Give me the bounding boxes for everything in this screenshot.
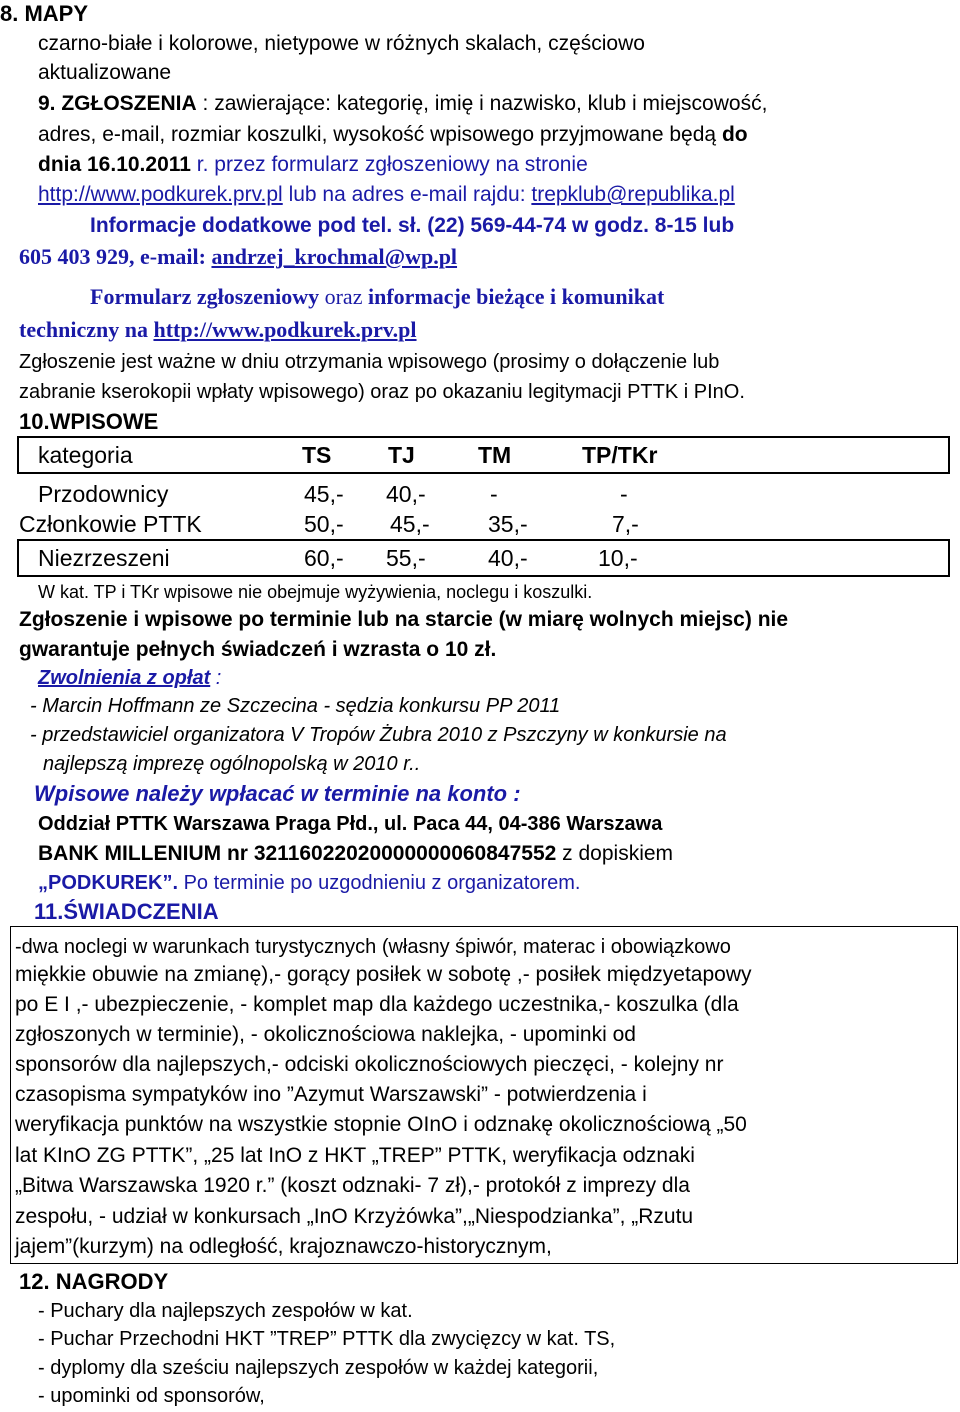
section-11-heading: 11.ŚWIADCZENIA [34,899,219,924]
benefits-line-10: zespołu, - udział w konkursach „InO Krzyżówka”,„Niespodzianka”, „Rzutu [15,1205,694,1228]
section-9-line-3 [38,151,588,179]
rally-email-link[interactable]: trepklub@republika.pl [531,183,735,206]
section-9-label: 9. ZGŁOSZENIA [38,92,197,115]
deadline-date: dnia 16.10.2011 [38,153,191,176]
bank-address: Oddział PTTK Warszawa Praga Płd., ul. Paca 44, 04-386 Warszawa [38,813,663,835]
fee-row-1-tj: 40,- [386,481,426,507]
fee-note: W kat. TP i TKr wpisowe nie obejmuje wyżywienia, noclegu i koszulki. [38,582,593,602]
late-fee-line-2: gwarantuje pełnych świadczeń i wzrasta o 10 zł. [19,638,497,661]
fee-row-1-ts: 45,- [304,481,344,507]
bank-reference-note: Po terminie po uzgodnieniu z organizatorem. [178,872,581,894]
section-9-line-1 [38,90,767,118]
section-9-tech-line [19,316,417,344]
benefits-line-9: „Bitwa Warszawska 1920 r.” (koszt odznaki- 7 zł),- protokół z imprezy dla [15,1174,690,1197]
section-9-line-3-text: r. przez formularz zgłoszeniowy na stronie [190,153,588,176]
fee-header-tptkr: TP/TKr [582,442,658,468]
award-4: - upominki od sponsorów, [38,1385,265,1407]
section-9-line-2 [38,121,748,149]
fee-row-2-tm: 35,- [488,511,528,537]
fee-row-3-tj: 55,- [386,545,426,571]
section-9-form-line [90,283,664,311]
benefits-line-11: jajem”(kurzym) na odległość, krajoznawczo-historycznym, [15,1235,552,1258]
tech-website-link[interactable]: http://www.podkurek.prv.pl [153,317,417,342]
section-9-validity-2: zabranie kserokopii wpłaty wpisowego) oraz po okazaniu legitymacji PTTK i PInO. [19,381,745,403]
benefits-line-1: -dwa noclegi w warunkach turystycznych (własny śpiwór, materac i obowiązkowo [15,936,731,958]
fee-row-3-tm: 40,- [488,545,528,571]
fee-header-tj: TJ [388,442,415,468]
section-9-validity-1: Zgłoszenie jest ważne w dniu otrzymania wpisowego (prosimy o dołączenie lub [19,351,720,373]
fee-row-2-tj: 45,- [390,511,430,537]
fee-row-1-category: Przodownicy [38,481,169,507]
form-label: Formularz zgłoszeniowy [90,284,320,309]
fee-header-ts: TS [302,442,332,468]
fee-row-2-tptkr: 7,- [612,511,639,537]
exemptions-heading [38,664,221,692]
benefits-line-7: weryfikacja punktów na wszystkie stopnie OInO i odznakę okolicznościową „50 [15,1113,747,1136]
fee-header-tm: TM [478,442,512,468]
section-9-line-2-text: adres, e-mail, rozmiar koszulki, wysokość wpisowego przyjmowane będą [38,123,717,146]
section-8-line-2: aktualizowane [38,61,172,84]
section-9-phone-line: Informacje dodatkowe pod tel. sł. (22) 569-44-74 w godz. 8-15 lub [90,214,735,237]
tech-label: techniczny na [19,317,154,342]
benefits-line-4: zgłoszonych w terminie), - okolicznościowa naklejka, - upominki od [15,1023,636,1046]
benefits-line-2: miękkie obuwie na zmianę),- gorący posiłek w sobotę ,- posiłek międzyetapowy [15,963,752,986]
fee-row-3-tptkr: 10,- [598,545,638,571]
section-9-line-4 [38,181,735,209]
website-link[interactable]: http://www.podkurek.prv.pl [38,183,283,206]
phone-number: 605 403 929, e-mail: [19,244,212,269]
award-3: - dyplomy dla sześciu najlepszych zespołów w każdej kategorii, [38,1357,599,1379]
fee-header-category: kategoria [38,442,133,468]
benefits-line-6: czasopisma sympatyków ino ”Azymut Warszawski” - potwierdzenia i [15,1083,647,1106]
fee-row-2-ts: 50,- [304,511,344,537]
late-fee-line-1: Zgłoszenie i wpisowe po terminie lub na starcie (w miarę wolnych miejsc) nie [19,608,789,631]
award-1: - Puchary dla najlepszych zespołów w kat. [38,1300,413,1322]
bank-account-note: z dopiskiem [556,842,674,865]
section-9-line-4-mid: lub na adres e-mail rajdu: [282,183,532,206]
contact-email-link[interactable]: andrzej_krochmal@wp.pl [211,244,458,269]
section-9-line-1-rest: : zawierające: kategorię, imię i nazwisko, klub i miejscowość, [196,92,768,115]
benefits-line-5: sponsorów dla najlepszych,- odciski okolicznościowych pieczęci, - kolejny nr [15,1053,724,1076]
bank-reference-line [38,869,580,897]
benefits-line-3: po E I ,- ubezpieczenie, - komplet map dla każdego uczestnika,- koszulka (dla [15,993,739,1016]
fee-row-3-ts: 60,- [304,545,344,571]
section-12-heading: 12. NAGRODY [19,1269,169,1294]
award-2: - Puchar Przechodni HKT ”TREP” PTTK dla zwycięzcy w kat. TS, [38,1328,616,1350]
fee-row-1-tptkr: - [620,481,628,507]
fee-row-2-category: Członkowie PTTK [19,511,202,537]
benefits-line-8: lat KInO ZG PTTK”, „25 lat InO z HKT „TREP” PTTK, weryfikacja odznaki [15,1144,695,1167]
section-9-line-2-bold: do [721,123,748,146]
payment-heading: Wpisowe należy wpłacać w terminie na konto : [34,781,521,806]
form-connector: oraz [319,284,368,309]
fee-row-1-tm: - [490,481,498,507]
section-8-heading: 8. MAPY [0,1,89,26]
section-10-heading: 10.WPISOWE [19,409,159,434]
exemption-1: - Marcin Hoffmann ze Szczecina - sędzia konkursu PP 2011 [30,695,561,717]
fee-row-3-category: Niezrzeszeni [38,545,170,571]
section-8-line-1: czarno-białe i kolorowe, nietypowe w różnych skalach, częściowo [38,32,645,55]
exemption-3: najlepszą imprezę ogólnopolską w 2010 r.. [43,753,421,775]
form-info: informacje bieżące i komunikat [367,284,665,309]
bank-account-line [38,840,673,868]
exemption-2: - przedstawiciel organizatora V Tropów Żubra 2010 z Pszczyny w konkursie na [30,724,727,746]
exemptions-heading-text: Zwolnienia z opłat [38,667,211,689]
section-9-email-line [19,243,457,271]
bank-reference: „PODKUREK”. [38,872,179,894]
exemptions-colon: : [210,667,222,689]
bank-account-number: BANK MILLENIUM nr 32116022020000000060847552 [38,842,557,865]
